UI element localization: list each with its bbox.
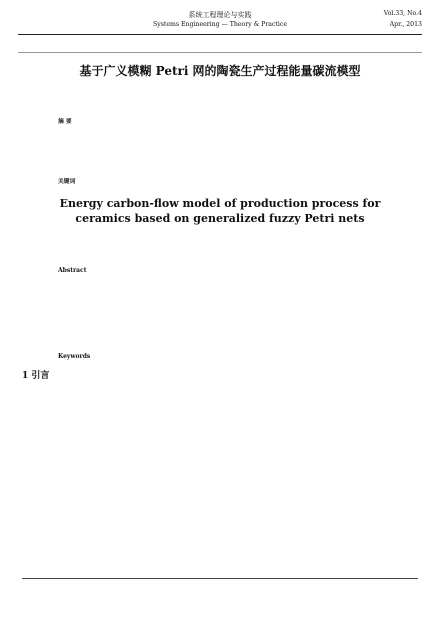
footnotes bbox=[22, 578, 418, 581]
abstract-en bbox=[58, 266, 382, 276]
abstract-cn bbox=[58, 118, 382, 128]
abstract-cn-label: 摘 要 bbox=[58, 119, 72, 125]
date-en: Apr., 2013 bbox=[389, 21, 422, 28]
abstract-en-label: Abstract bbox=[58, 267, 87, 274]
section-heading: 1 引言 bbox=[22, 371, 50, 381]
keywords-cn bbox=[58, 176, 382, 185]
paper-title-cn: 基于广义模糊 Petri 网的陶瓷生产过程能量碳流模型 bbox=[79, 64, 361, 78]
keywords-cn-label: 关键词 bbox=[58, 179, 76, 185]
volume-en: Vol.33, No.4 bbox=[383, 10, 422, 17]
paper-title-en: Energy carbon-flow model of production process for ceramics based on generalized fuzzy Petri nets bbox=[59, 197, 381, 225]
keywords-en-label: Keywords bbox=[58, 353, 91, 360]
keywords-en bbox=[58, 352, 382, 361]
running-header bbox=[18, 8, 422, 35]
journal-name-cn: 系统工程理论与实践 bbox=[188, 11, 252, 19]
article-meta bbox=[18, 40, 422, 53]
journal-name-en: Systems Engineering — Theory & Practice bbox=[152, 21, 288, 28]
